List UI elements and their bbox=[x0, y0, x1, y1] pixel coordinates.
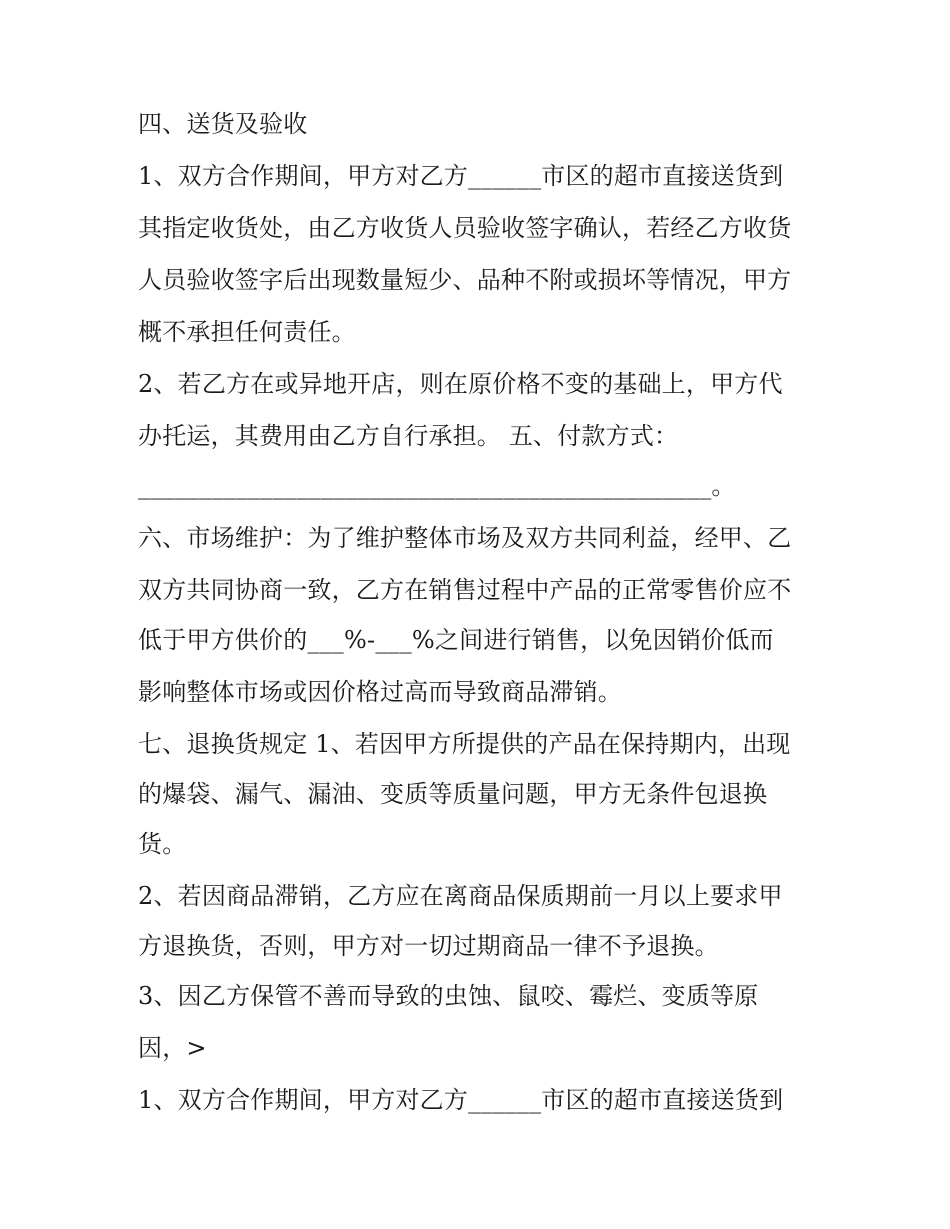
text-line: 概不承担任何责任。 bbox=[138, 318, 356, 346]
text-line: 影响整体市场或因价格过高而导致商品滞销。 bbox=[138, 678, 622, 706]
text-line: 因，> bbox=[138, 1034, 207, 1062]
text-line: 2、若乙方在或异地开店，则在原价格不变的基础上，甲方代 bbox=[138, 370, 783, 398]
text-line: 方退换货，否则，甲方对一切过期商品一律不予退换。 bbox=[138, 932, 719, 960]
section-returns: 七、退换货规定 1、若因甲方所提供的产品在保持期内，出现 bbox=[138, 730, 791, 758]
text-line: 2、若因商品滞销，乙方应在离商品保质期前一月以上要求甲 bbox=[138, 882, 783, 910]
text-line: 其指定收货处，由乙方收货人员验收签字确认，若经乙方收货 bbox=[138, 214, 792, 242]
text-line: 办托运，其费用由乙方自行承担。 五、付款方式： bbox=[138, 422, 679, 450]
text-line: 人员验收签字后出现数量短少、品种不附或损坏等情况，甲方 bbox=[138, 266, 792, 294]
text-line: 1、双方合作期间，甲方对乙方______市区的超市直接送货到 bbox=[138, 162, 784, 190]
section-heading-delivery: 四、送货及验收 bbox=[138, 110, 308, 138]
payment-blank-line: _______________________________________________。 bbox=[138, 472, 736, 500]
text-line: 货。 bbox=[138, 830, 187, 858]
text-line: 的爆袋、漏气、漏油、变质等质量问题，甲方无条件包退换 bbox=[138, 780, 768, 808]
text-line: 低于甲方供价的___%-___%之间进行销售，以免因销价低而 bbox=[138, 626, 774, 654]
text-line: 3、因乙方保管不善而导致的虫蚀、鼠咬、霉烂、变质等原 bbox=[138, 982, 759, 1010]
text-line: 双方共同协商一致，乙方在销售过程中产品的正常零售价应不 bbox=[138, 576, 792, 604]
section-market-maintenance: 六、市场维护：为了维护整体市场及双方共同利益，经甲、乙 bbox=[138, 524, 792, 552]
text-line: 1、双方合作期间，甲方对乙方______市区的超市直接送货到 bbox=[138, 1086, 784, 1114]
